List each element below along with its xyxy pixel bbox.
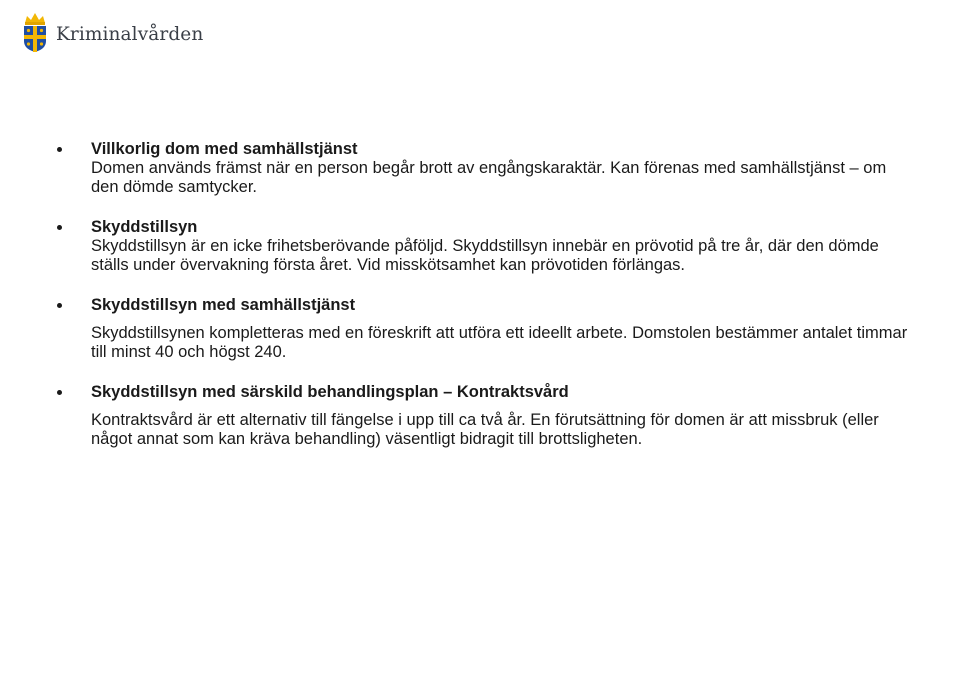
list-item: [57, 217, 917, 274]
bullet-icon: [57, 225, 62, 230]
item-title: Villkorlig dom med samhällstjänst: [91, 140, 358, 158]
list-item: [57, 382, 917, 448]
item-title: Skyddstillsyn med samhällstjänst: [91, 296, 356, 314]
item-body: Skyddstillsyn är en icke frihetsberövande påföljd. Skyddstillsyn innebär en prövotid på tre år, där den dömde ställs under övervakning första året. Vid misskötsamhet kan prövotiden förlängas.: [91, 237, 879, 274]
bullet-icon: [57, 303, 62, 308]
item-body: Domen används främst när en person begår brott av engångskaraktär. Kan förenas med samhällstjänst – om den dömde samtycker.: [91, 159, 887, 196]
item-body: Skyddstillsynen kompletteras med en föreskrift att utföra ett ideellt arbete. Domstolen bestämmer antalet timmar till minst 40 och högst 240.: [91, 324, 908, 361]
bullet-list: [57, 139, 917, 469]
item-title: Skyddstillsyn: [91, 218, 198, 236]
crown-shield-icon: [22, 11, 48, 53]
list-item: [57, 295, 917, 361]
item-title: Skyddstillsyn med särskild behandlingsplan – Kontraktsvård: [91, 383, 569, 401]
item-body: Kontraktsvård är ett alternativ till fängelse i upp till ca två år. En förutsättning för domen är att missbruk (eller något annat som kan kräva behandling) väsentligt bidragit till brottsligheten.: [91, 411, 879, 448]
list-item: [57, 139, 917, 196]
organization-name: Kriminalvården: [56, 23, 204, 45]
header: [22, 10, 203, 54]
bullet-icon: [57, 147, 62, 152]
bullet-icon: [57, 390, 62, 395]
